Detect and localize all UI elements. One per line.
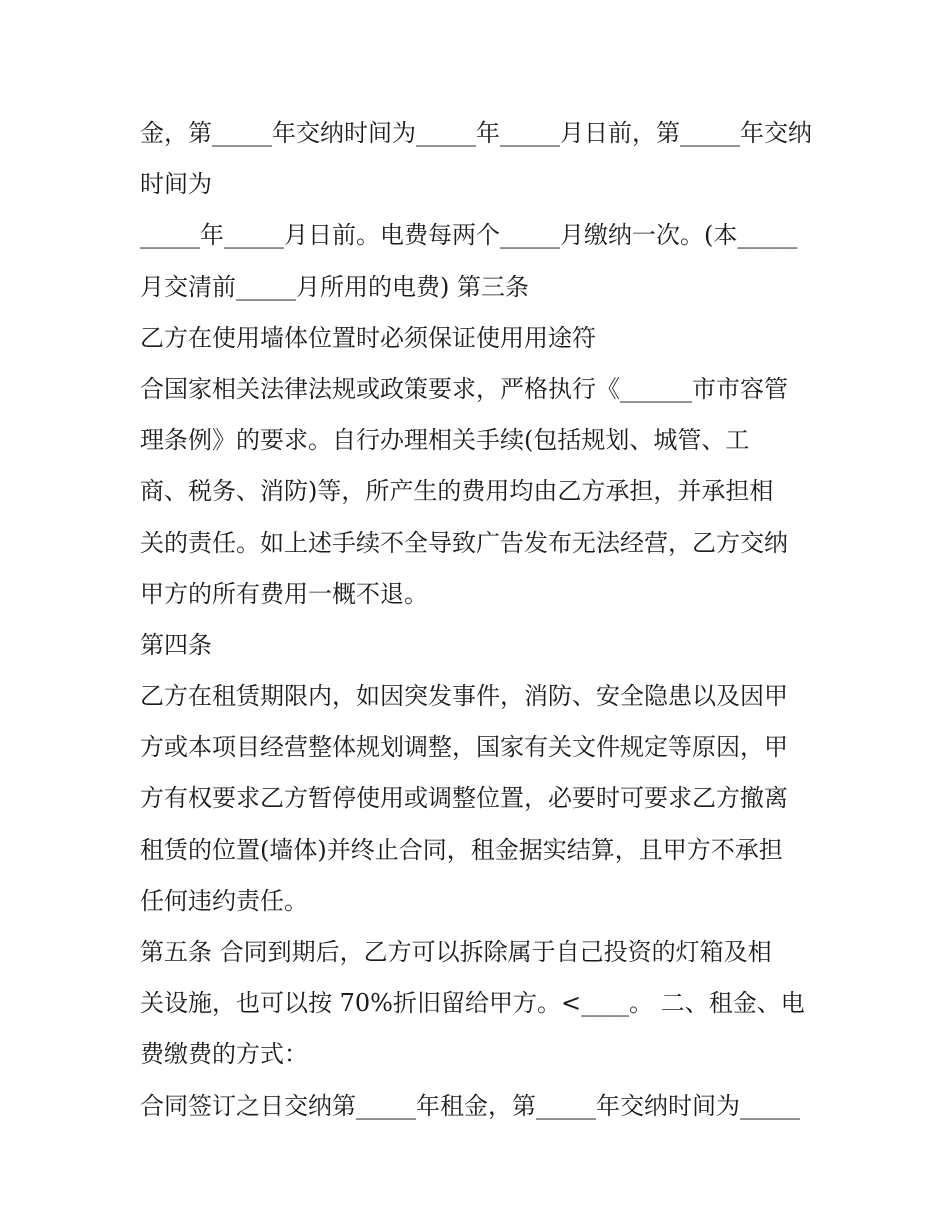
text-line: 乙方在使用墙体位置时必须保证使用用途符 [140,323,596,352]
text-line: 月交清前_____月所用的电费) 第三条 [140,272,529,301]
text-line: 理条例》的要求。自行办理相关手续(包括规划、城管、工 [140,426,750,455]
text-line: 关的责任。如上述手续不全导致广告发布无法经营，乙方交纳 [140,528,788,557]
text-line: 第四条 [140,630,212,659]
text-line: 关设施，也可以按 70%折旧留给甲方。<____。 二、租金、电 [140,989,805,1018]
text-line: 方或本项目经营整体规划调整，国家有关文件规定等原因，甲 [140,733,788,762]
text-line: 甲方的所有费用一概不退。 [140,579,428,608]
text-line: _____年_____月日前。电费每两个_____月缴纳一次。(本_____ [140,221,798,250]
text-line: 任何违约责任。 [140,886,308,915]
document-body [140,108,830,1132]
text-line: 费缴费的方式： [140,1040,308,1069]
text-line: 第五条 合同到期后，乙方可以拆除属于自己投资的灯箱及相 [140,938,772,966]
text-line: 时间为 [140,170,212,199]
text-line: 租赁的位置(墙体)并终止合同，租金据实结算，且甲方不承担 [140,835,783,864]
text-line: 合同签订之日交纳第_____年租金，第_____年交纳时间为_____ [140,1091,800,1120]
text-line: 金，第_____年交纳时间为_____年_____月日前，第_____年交纳 [140,119,812,147]
text-line: 合国家相关法律法规或政策要求，严格执行《______市市容管 [140,374,788,403]
text-line: 乙方在租赁期限内，如因突发事件，消防、安全隐患以及因甲 [140,682,788,711]
text-line: 商、税务、消防)等，所产生的费用均由乙方承担，并承担相 [140,477,774,506]
text-line: 方有权要求乙方暂停使用或调整位置，必要时可要求乙方撤离 [140,784,788,813]
